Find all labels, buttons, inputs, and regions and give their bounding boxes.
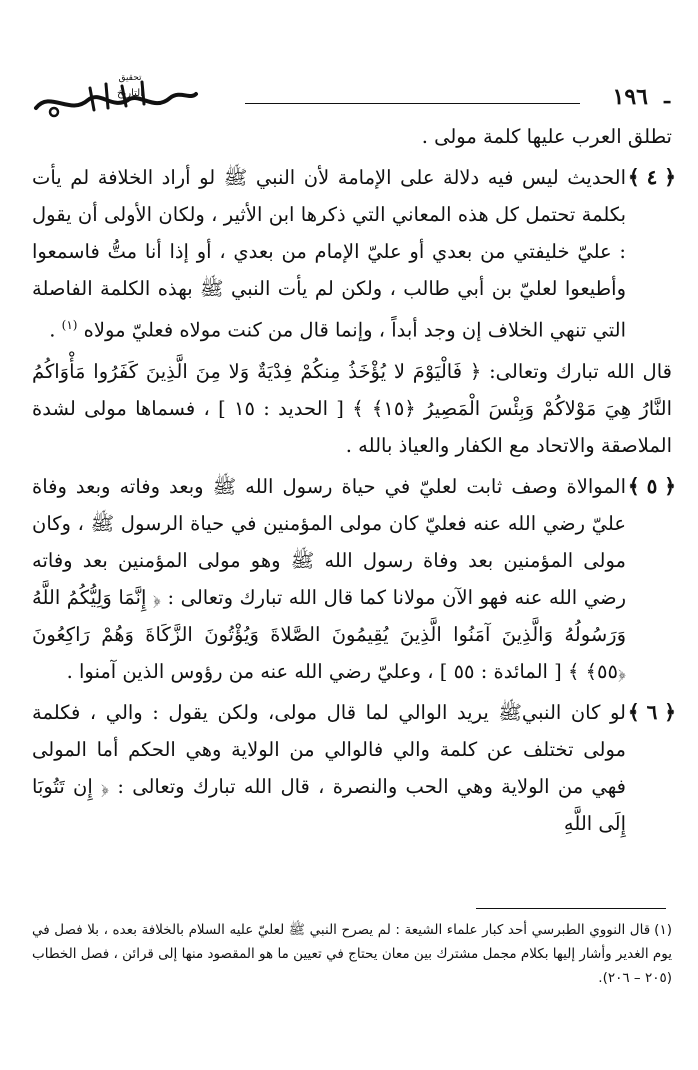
footnote-number: (١)	[654, 922, 672, 938]
paragraph-intro	[32, 118, 672, 155]
book-title-logo	[30, 70, 200, 120]
page-number-ornament: ـ	[664, 84, 670, 108]
point-number: ﴿ ٥ ﴾	[627, 473, 676, 498]
paragraph-text: لو كان النبيﷺ يريد الوالي لما قال مولى، ولكن يقول : والي ، فكلمة مولى تختلف عن كلمة والي فالوالي من الولاية وهي الحكم أما المولى فهي من الولاية وهي الحب والنصرة ، قال الله تبارك وتعالى :	[32, 700, 626, 798]
logo-subtitle: تحقيق	[118, 73, 142, 83]
page-header	[30, 70, 670, 120]
paragraph-text: الحديث ليس فيه دلالة على الإمامة لأن النبي ﷺ لو أراد الخلافة لم يأت بكلمة تحتمل كل هذه المعاني التي ذكرها ابن الأثير ، ولكان الأولى أن يقول : عليّ خليفتي من بعدي أو عليّ الإمام من بعدي ، أو إذا أنا متُّ فاسمعوا وأطيعوا لعليّ بن أبي طالب ، ولكن لم يأت النبي ﷺ بهذه الكلمة الفاصلة التي تنهي الخلاف إن وجد أبداً ، وإنما قال من كنت مولاه فعليّ مولاه	[32, 166, 626, 342]
paragraph-text: ، وعليّ رضي الله عنه من رؤوس الذين آمنوا .	[66, 659, 434, 683]
paragraph-text: تطلق العرب عليها كلمة مولى .	[421, 125, 672, 148]
paragraph-text: ، فسماها مولى لشدة الملاصقة والاتحاد مع الكفار والعياذ بالله .	[32, 396, 672, 457]
paragraph-quran-hadid	[32, 353, 672, 464]
quran-verse: ﴿ فَالْيَوْمَ لا يُؤْخَذُ مِنكُمْ فِدْيَةٌ وَلا مِنَ الَّذِينَ كَفَرُوا مَأْوَاكُمُ النَّارُ هِيَ مَوْلاكُمْ وَبِئْسَ الْمَصِيرُ ﴿١٥﴾ ﴾	[32, 359, 672, 420]
quran-verse: ﴿ إِنَّمَا وَلِيُّكُمُ اللَّهُ وَرَسُولُهُ وَالَّذِينَ آمَنُوا الَّذِينَ يُقِيمُونَ الصَّلاةَ وَيُؤْتُونَ الزَّكَاةَ وَهُمْ رَاكِعُونَ ﴿٥٥﴾ ﴾	[32, 585, 626, 683]
footnote-divider	[476, 908, 666, 909]
logo-title: التاريخ	[117, 88, 143, 99]
point-number: ﴿ ٦ ﴾	[627, 699, 676, 724]
point-6	[32, 694, 676, 842]
point-4	[32, 159, 676, 349]
verse-reference: [ المائدة : ٥٥ ]	[439, 659, 562, 683]
point-5	[32, 468, 676, 690]
footnote	[32, 918, 672, 990]
header-divider	[245, 103, 580, 104]
main-text	[32, 118, 676, 846]
footnote-marker[interactable]: (١)	[61, 318, 78, 332]
paragraph-text: الموالاة وصف ثابت لعليّ في حياة رسول الله ﷺ وبعد وفاته وبعد وفاة عليّ رضي الله عنه فعليّ كان مولى المؤمنين في حياة الرسول ﷺ ، وكان مولى المؤمنين بعد وفاة رسول الله ﷺ وهو مولى المؤمنين بعد وفاته رضي الله عنه فهو الآن مولانا كما قال الله تبارك وتعالى :	[32, 474, 626, 609]
quran-verse: ﴿ إِن تَتُوبَا إِلَى اللَّهِ	[32, 774, 626, 835]
paragraph-text: قال الله تبارك وتعالى:	[481, 359, 672, 383]
page-number: ١٩٦	[612, 84, 648, 110]
point-number: ﴿ ٤ ﴾	[627, 165, 676, 189]
footnote-text: قال النووي الطبرسي أحد كبار علماء الشيعة : لم يصرح النبي ﷺ لعليّ عليه السلام بالخلافة بعده ، بلا فصل في يوم الغدير وأشار إليها بكلام مجمل مشترك بين معان يحتاج في تعيين ما هو المقصود منها إلى قرائن ، فصل الخطاب (٢٠٥ – ٢٠٦).	[32, 922, 672, 986]
verse-reference: [ الحديد : ١٥ ]	[218, 396, 344, 420]
paragraph-end: .	[49, 318, 56, 342]
